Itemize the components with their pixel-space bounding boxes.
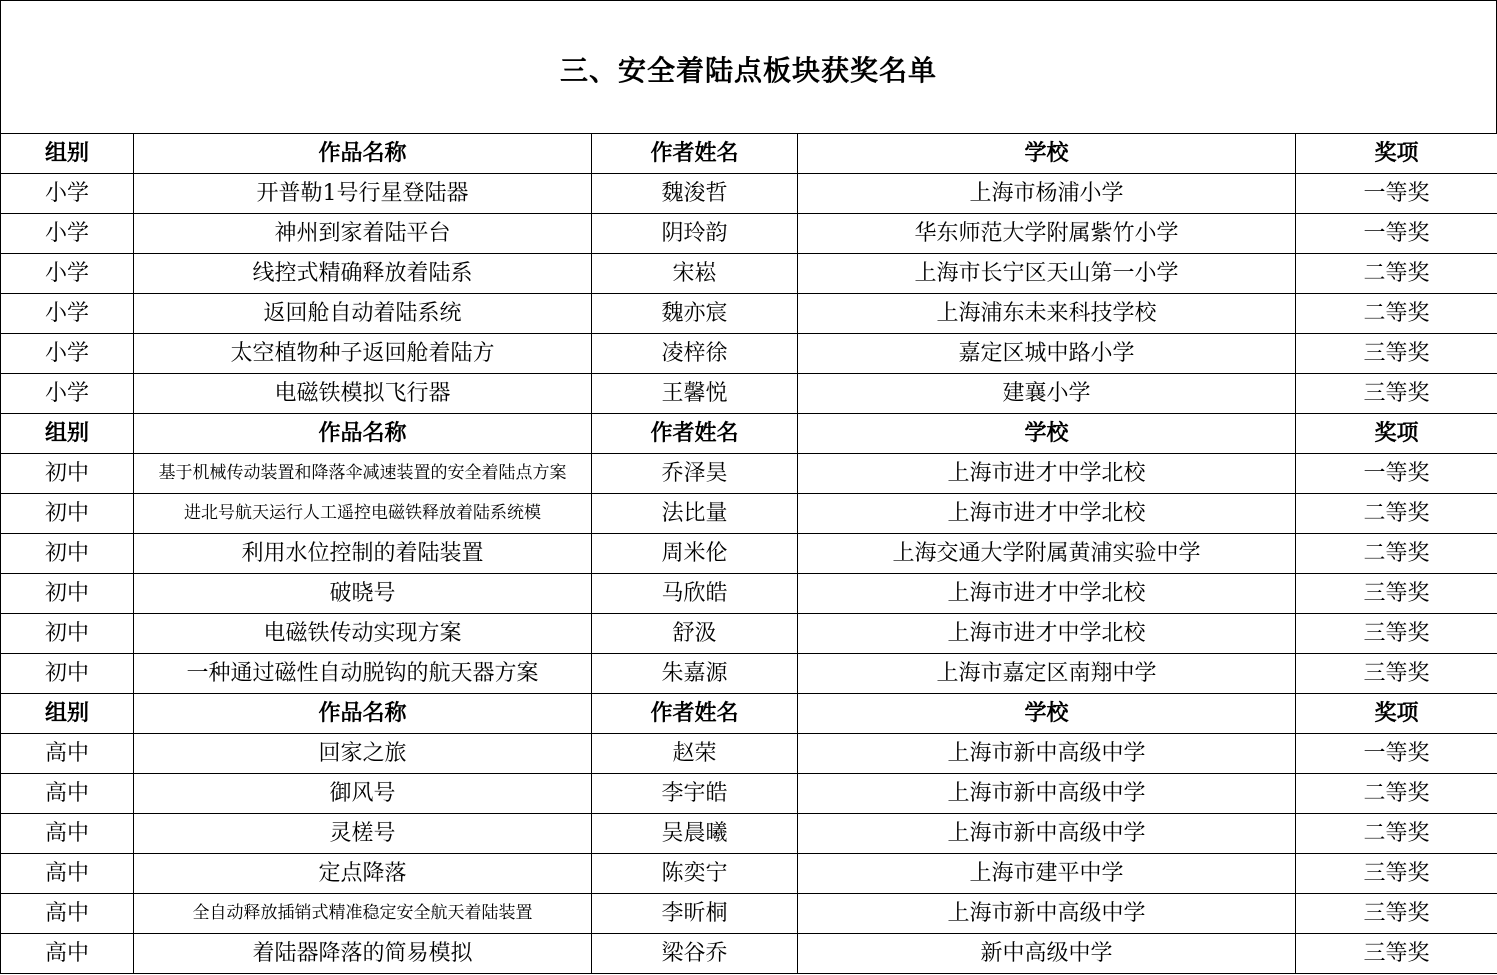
group-cell: 初中 [1,614,134,654]
work-cell: 一种通过磁性自动脱钩的航天器方案 [134,654,592,694]
header-author: 作者姓名 [592,134,798,174]
group-cell: 初中 [1,574,134,614]
author-cell: 宋崧 [592,254,798,294]
header-group: 组别 [1,414,134,454]
award-cell: 三等奖 [1296,854,1497,894]
award-cell: 二等奖 [1296,534,1497,574]
school-cell: 上海浦东未来科技学校 [798,294,1296,334]
school-cell: 上海市新中高级中学 [798,734,1296,774]
author-cell: 魏亦宸 [592,294,798,334]
author-cell: 王馨悦 [592,374,798,414]
table-row [1,454,1497,494]
group-cell: 初中 [1,454,134,494]
author-cell: 凌梓徐 [592,334,798,374]
author-cell: 法比量 [592,494,798,534]
table-row [1,894,1497,934]
school-cell: 华东师范大学附属紫竹小学 [798,214,1296,254]
header-work: 作品名称 [134,134,592,174]
work-cell: 御风号 [134,774,592,814]
table-row [1,334,1497,374]
table-row [1,774,1497,814]
school-cell: 上海市杨浦小学 [798,174,1296,214]
work-cell: 定点降落 [134,854,592,894]
work-cell: 破晓号 [134,574,592,614]
group-cell: 高中 [1,894,134,934]
award-cell: 一等奖 [1296,174,1497,214]
work-cell: 全自动释放插销式精准稳定安全航天着陆装置 [134,894,592,934]
school-cell: 上海市进才中学北校 [798,454,1296,494]
award-cell: 一等奖 [1296,734,1497,774]
group-cell: 高中 [1,734,134,774]
table-row [1,734,1497,774]
table-row [1,214,1497,254]
header-award: 奖项 [1296,694,1497,734]
header-row-senior [1,694,1497,734]
title-cell [0,0,1497,133]
school-cell: 上海市嘉定区南翔中学 [798,654,1296,694]
table-row [1,254,1497,294]
table-row [1,574,1497,614]
header-school: 学校 [798,134,1296,174]
header-author: 作者姓名 [592,414,798,454]
author-cell: 陈奕宁 [592,854,798,894]
table-row [1,654,1497,694]
table-row [1,934,1497,974]
school-cell: 嘉定区城中路小学 [798,334,1296,374]
author-cell: 梁谷乔 [592,934,798,974]
award-cell: 三等奖 [1296,894,1497,934]
header-work: 作品名称 [134,414,592,454]
award-cell: 三等奖 [1296,334,1497,374]
group-cell: 小学 [1,174,134,214]
award-table-body [1,134,1497,974]
author-cell: 阴玲韵 [592,214,798,254]
award-cell: 二等奖 [1296,494,1497,534]
group-cell: 高中 [1,774,134,814]
group-cell: 小学 [1,374,134,414]
work-cell: 灵槎号 [134,814,592,854]
author-cell: 赵荣 [592,734,798,774]
award-cell: 三等奖 [1296,654,1497,694]
school-cell: 上海市建平中学 [798,854,1296,894]
table-row [1,814,1497,854]
work-cell: 神州到家着陆平台 [134,214,592,254]
author-cell: 周米伦 [592,534,798,574]
award-cell: 三等奖 [1296,614,1497,654]
group-cell: 小学 [1,334,134,374]
header-group: 组别 [1,694,134,734]
school-cell: 上海市进才中学北校 [798,574,1296,614]
group-cell: 初中 [1,654,134,694]
author-cell: 李宇皓 [592,774,798,814]
author-cell: 朱嘉源 [592,654,798,694]
author-cell: 魏浚哲 [592,174,798,214]
work-cell: 基于机械传动装置和降落伞减速装置的安全着陆点方案 [134,454,592,494]
header-school: 学校 [798,694,1296,734]
header-award: 奖项 [1296,134,1497,174]
work-cell: 利用水位控制的着陆装置 [134,534,592,574]
page-title: 三、安全着陆点板块获奖名单 [559,54,937,87]
school-cell: 建襄小学 [798,374,1296,414]
table-row [1,854,1497,894]
work-cell: 开普勒1号行星登陆器 [134,174,592,214]
group-cell: 初中 [1,494,134,534]
work-cell: 着陆器降落的简易模拟 [134,934,592,974]
author-cell: 乔泽昊 [592,454,798,494]
work-cell: 电磁铁传动实现方案 [134,614,592,654]
school-cell: 上海市长宁区天山第一小学 [798,254,1296,294]
table-row [1,494,1497,534]
table-row [1,614,1497,654]
award-cell: 三等奖 [1296,574,1497,614]
author-cell: 舒汲 [592,614,798,654]
table-row [1,534,1497,574]
school-cell: 上海市新中高级中学 [798,814,1296,854]
header-school: 学校 [798,414,1296,454]
award-cell: 二等奖 [1296,814,1497,854]
award-cell: 三等奖 [1296,934,1497,974]
work-cell: 电磁铁模拟飞行器 [134,374,592,414]
award-table [0,133,1497,974]
award-cell: 一等奖 [1296,214,1497,254]
header-group: 组别 [1,134,134,174]
table-row [1,294,1497,334]
header-author: 作者姓名 [592,694,798,734]
work-cell: 太空植物种子返回舱着陆方 [134,334,592,374]
group-cell: 高中 [1,854,134,894]
work-cell: 回家之旅 [134,734,592,774]
group-cell: 小学 [1,254,134,294]
header-award: 奖项 [1296,414,1497,454]
award-cell: 三等奖 [1296,374,1497,414]
group-cell: 初中 [1,534,134,574]
work-cell: 进北号航天运行人工遥控电磁铁释放着陆系统模 [134,494,592,534]
header-row-junior [1,414,1497,454]
work-cell: 线控式精确释放着陆系 [134,254,592,294]
school-cell: 上海市新中高级中学 [798,894,1296,934]
school-cell: 新中高级中学 [798,934,1296,974]
school-cell: 上海市新中高级中学 [798,774,1296,814]
work-cell: 返回舱自动着陆系统 [134,294,592,334]
group-cell: 高中 [1,814,134,854]
table-row [1,374,1497,414]
group-cell: 高中 [1,934,134,974]
school-cell: 上海市进才中学北校 [798,494,1296,534]
author-cell: 吴晨曦 [592,814,798,854]
table-row [1,174,1497,214]
author-cell: 李昕桐 [592,894,798,934]
award-cell: 二等奖 [1296,294,1497,334]
group-cell: 小学 [1,294,134,334]
award-cell: 一等奖 [1296,454,1497,494]
school-cell: 上海市进才中学北校 [798,614,1296,654]
award-cell: 二等奖 [1296,254,1497,294]
header-row-primary [1,134,1497,174]
award-cell: 二等奖 [1296,774,1497,814]
author-cell: 马欣皓 [592,574,798,614]
school-cell: 上海交通大学附属黄浦实验中学 [798,534,1296,574]
header-work: 作品名称 [134,694,592,734]
group-cell: 小学 [1,214,134,254]
